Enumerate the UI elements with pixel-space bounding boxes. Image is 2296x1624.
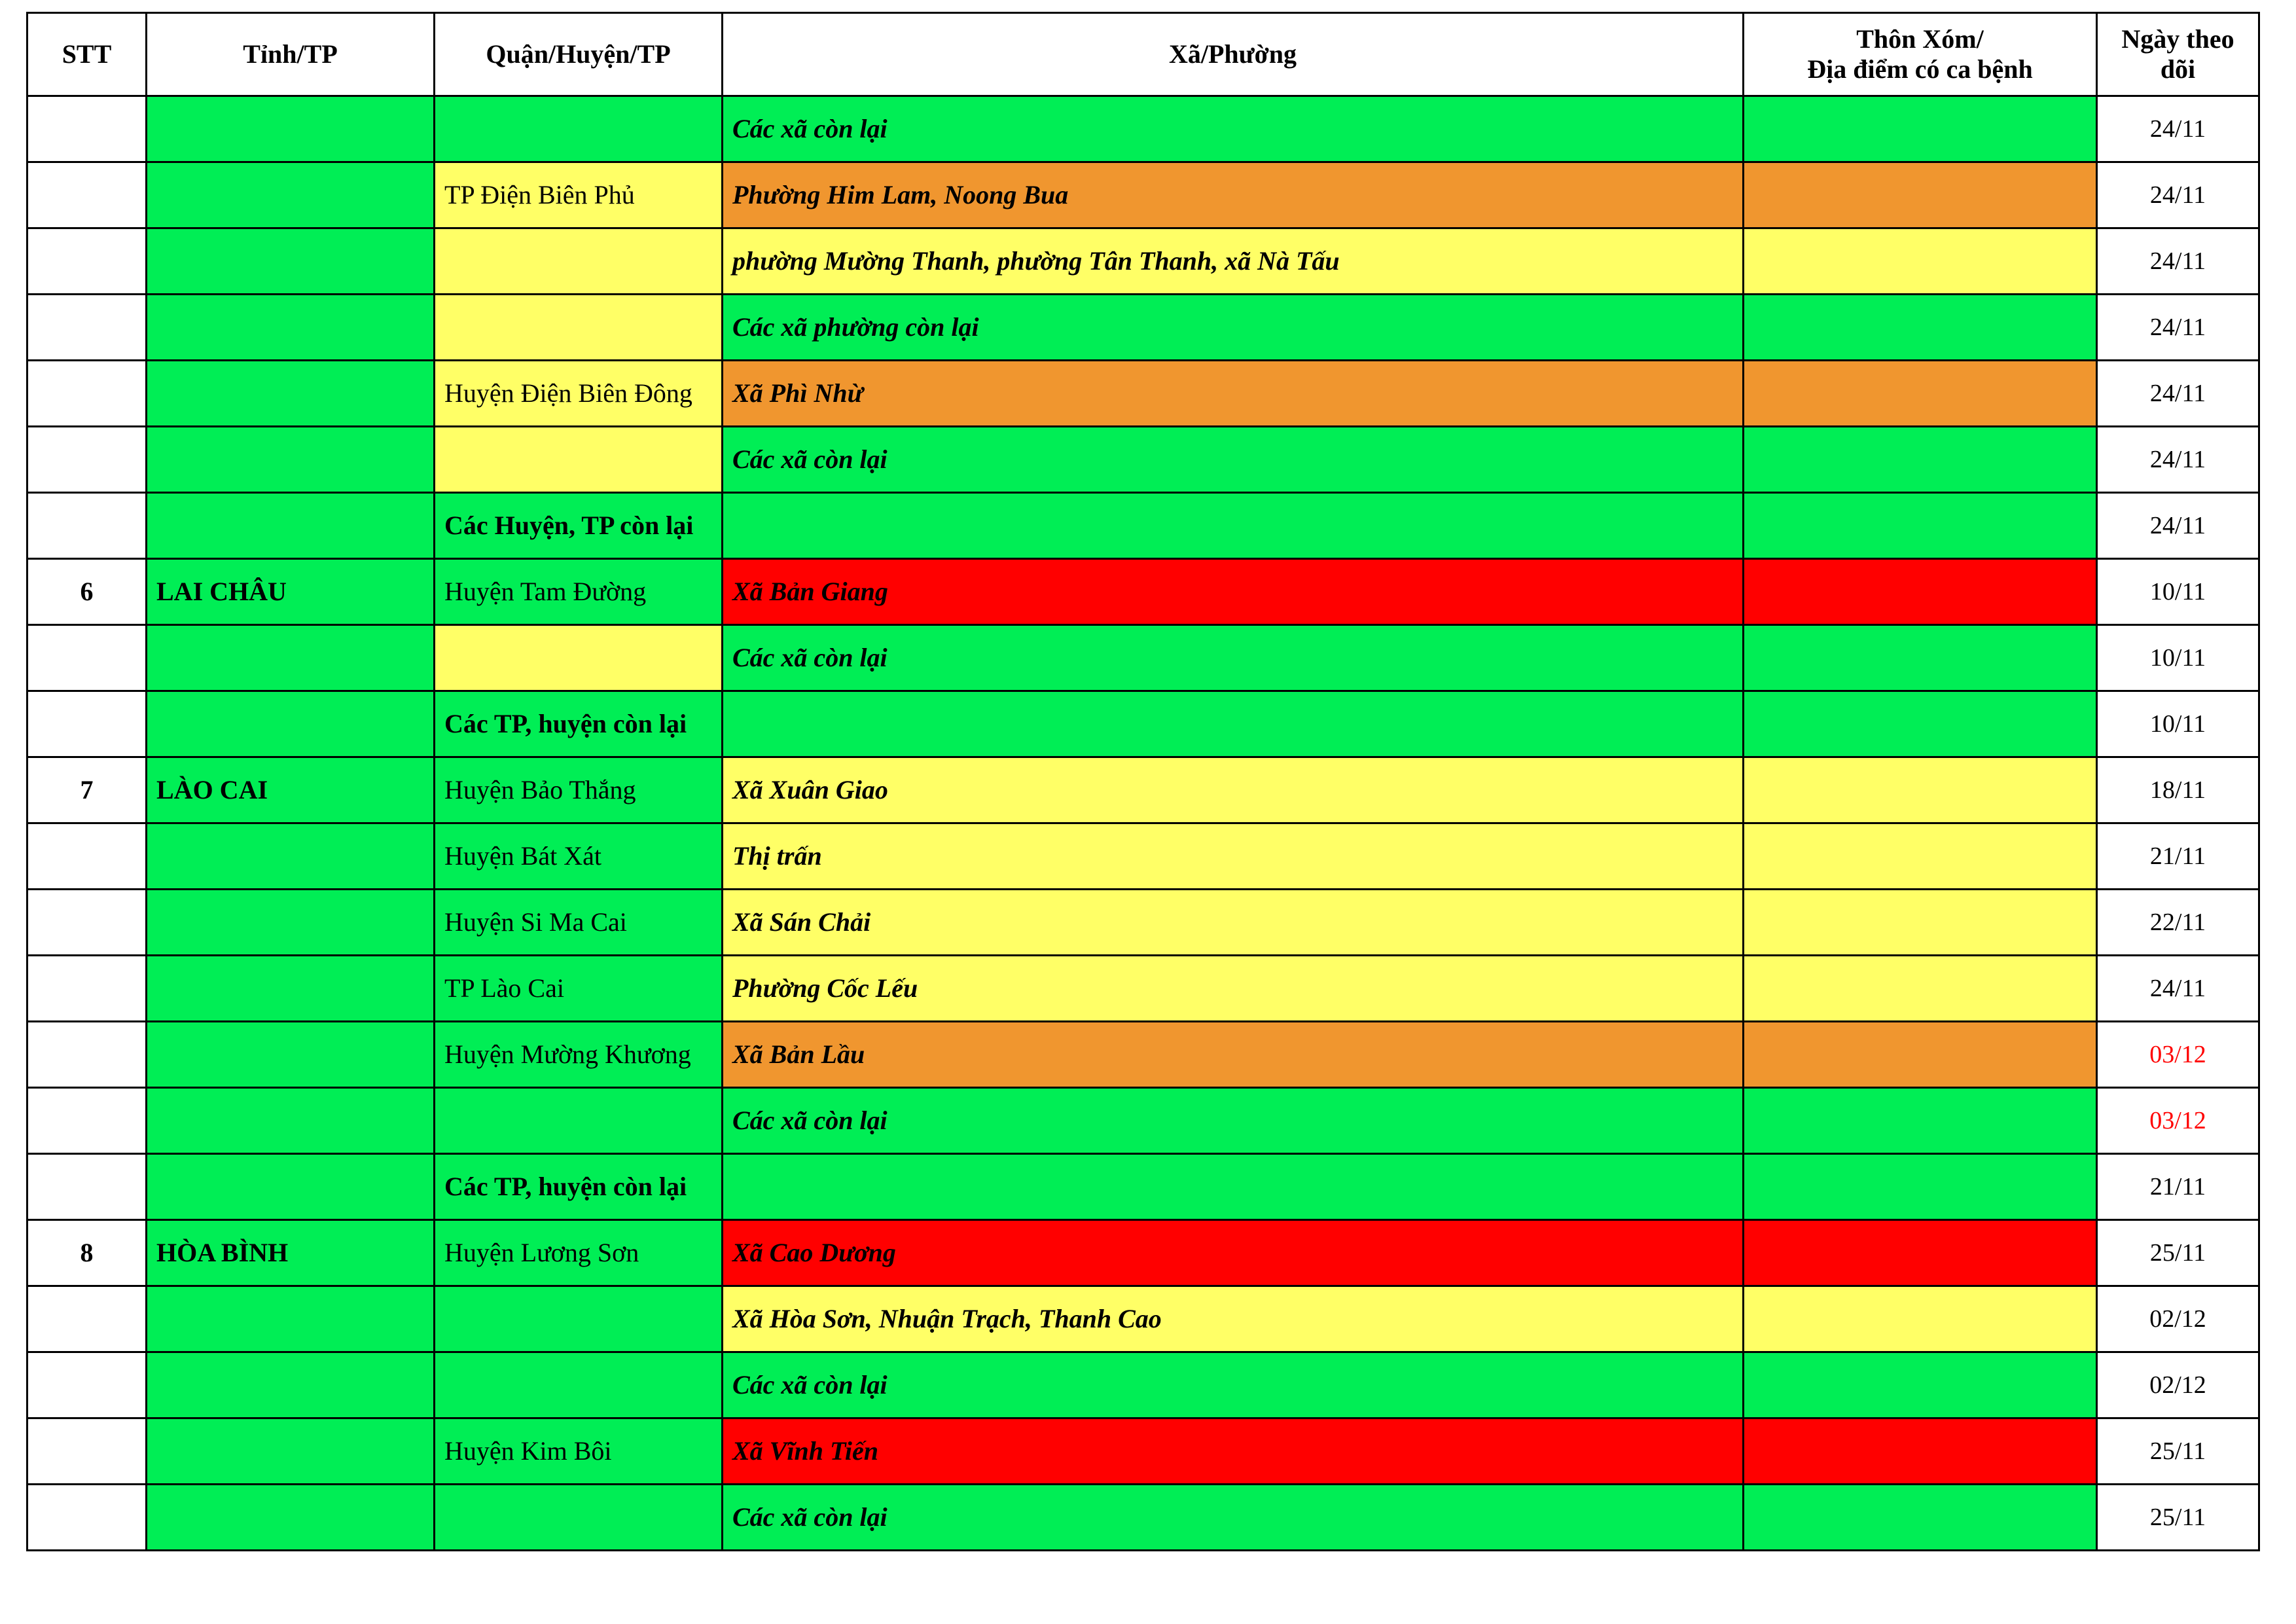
cell-province-text [147, 626, 433, 690]
cell-date [2097, 625, 2259, 691]
cell-hamlet [1744, 1088, 2097, 1154]
cell-province [147, 956, 435, 1022]
cell-hamlet [1744, 493, 2097, 559]
cell-hamlet-text [1744, 494, 2096, 558]
cell-commune-text: Xã Bản Lầu [732, 1039, 865, 1070]
cell-province-text [147, 1155, 433, 1219]
cell-province [147, 162, 435, 228]
cell-stt-text: 6 [80, 577, 94, 607]
cell-date-text: 24/11 [2149, 181, 2206, 209]
cell-hamlet-text [1744, 626, 2096, 690]
cell-date-text: 24/11 [2149, 511, 2206, 539]
cell-date-text: 03/12 [2149, 1040, 2206, 1068]
cell-commune-text [723, 494, 1742, 558]
cell-province-text [147, 427, 433, 492]
cell-date [2097, 361, 2259, 427]
cell-district [435, 691, 723, 757]
table-row [27, 757, 2259, 823]
cell-province [147, 890, 435, 956]
cell-stt [27, 956, 147, 1022]
cell-district-text: TP Lào Cai [444, 973, 564, 1003]
cell-hamlet [1744, 890, 2097, 956]
cell-hamlet-text [1744, 1353, 2096, 1417]
cell-province [147, 625, 435, 691]
cell-commune-text [723, 1155, 1742, 1219]
cell-hamlet [1744, 427, 2097, 493]
cell-hamlet-text [1744, 229, 2096, 293]
cell-stt-text [28, 626, 145, 690]
cell-commune [723, 890, 1744, 956]
cell-stt [27, 1022, 147, 1088]
cell-date-text: 25/11 [2149, 1503, 2206, 1531]
cell-province-text [147, 1485, 433, 1549]
cell-district-text: Huyện Tam Đường [444, 577, 647, 607]
cell-date [2097, 1485, 2259, 1551]
cell-date [2097, 823, 2259, 890]
table-row [27, 361, 2259, 427]
cell-hamlet [1744, 757, 2097, 823]
cell-district-text: Huyện Si Ma Cai [444, 907, 627, 937]
table-body [27, 96, 2259, 1551]
cell-province [147, 361, 435, 427]
cell-commune-text: Các xã còn lại [732, 444, 888, 475]
cell-province [147, 1418, 435, 1485]
cell-hamlet-text [1744, 361, 2096, 425]
cell-stt [27, 1418, 147, 1485]
cell-district-text: Các TP, huyện còn lại [444, 709, 687, 739]
col-header-stt: STT [27, 13, 147, 96]
cell-date-text: 18/11 [2149, 776, 2206, 804]
cell-stt [27, 427, 147, 493]
cell-district-text: Huyện Bảo Thắng [444, 775, 636, 805]
cell-province [147, 1220, 435, 1286]
cell-commune [723, 1485, 1744, 1551]
cell-date [2097, 890, 2259, 956]
cell-district [435, 1352, 723, 1418]
cell-district [435, 625, 723, 691]
cell-commune [723, 1286, 1744, 1352]
cell-commune [723, 1418, 1744, 1485]
col-header-hamlet [1744, 13, 2097, 96]
table-row [27, 1088, 2259, 1154]
cell-hamlet-text [1744, 890, 2096, 954]
cell-date [2097, 493, 2259, 559]
cell-district [435, 1220, 723, 1286]
cell-date-text: 24/11 [2149, 974, 2206, 1002]
cell-stt-text [28, 295, 145, 359]
cell-date [2097, 1352, 2259, 1418]
cell-hamlet [1744, 1154, 2097, 1220]
cell-commune-text: Xã Hòa Sơn, Nhuận Trạch, Thanh Cao [732, 1304, 1162, 1334]
cell-district [435, 890, 723, 956]
cell-province-text: LAI CHÂU [156, 577, 287, 607]
cell-date [2097, 1088, 2259, 1154]
cell-district [435, 1485, 723, 1551]
cell-commune [723, 96, 1744, 162]
cell-province-text [147, 295, 433, 359]
cell-district [435, 228, 723, 295]
cell-province-text: LÀO CAI [156, 775, 268, 805]
cell-province [147, 228, 435, 295]
table-row [27, 427, 2259, 493]
cell-date [2097, 1418, 2259, 1485]
cell-commune-text [723, 692, 1742, 756]
cell-hamlet [1744, 559, 2097, 625]
table-row [27, 162, 2259, 228]
cell-date [2097, 757, 2259, 823]
table-row [27, 1220, 2259, 1286]
cell-date [2097, 162, 2259, 228]
cell-commune-text: Thị trấn [732, 841, 822, 871]
cell-date-text: 10/11 [2149, 577, 2206, 605]
cell-province-text [147, 361, 433, 425]
cell-stt-text: 7 [80, 775, 94, 805]
cell-commune [723, 162, 1744, 228]
cell-stt-text: 8 [80, 1238, 94, 1268]
cell-hamlet-text [1744, 1221, 2096, 1285]
cell-date [2097, 956, 2259, 1022]
cell-date-text: 21/11 [2149, 842, 2206, 870]
cell-province-text [147, 890, 433, 954]
cell-hamlet-text [1744, 758, 2096, 822]
cell-district [435, 162, 723, 228]
cell-date-text: 21/11 [2149, 1172, 2206, 1200]
cell-date-text: 02/12 [2149, 1371, 2206, 1399]
cell-commune-text: Xã Phì Nhừ [732, 378, 863, 408]
cell-commune [723, 559, 1744, 625]
cell-stt-text [28, 1022, 145, 1087]
cell-commune [723, 361, 1744, 427]
cell-province-text [147, 956, 433, 1020]
table-row [27, 956, 2259, 1022]
cell-commune [723, 956, 1744, 1022]
col-header-province: Tỉnh/TP [147, 13, 435, 96]
table-row [27, 625, 2259, 691]
table-row [27, 890, 2259, 956]
cell-stt [27, 1220, 147, 1286]
cell-district [435, 493, 723, 559]
table-row [27, 1352, 2259, 1418]
cell-date-text: 24/11 [2149, 115, 2206, 143]
cell-stt-text [28, 1419, 145, 1483]
cell-hamlet-text [1744, 824, 2096, 888]
cell-province [147, 1352, 435, 1418]
table-row [27, 823, 2259, 890]
cell-stt-text [28, 956, 145, 1020]
col-header-date-line2: dõi [2160, 54, 2196, 84]
cell-district [435, 1088, 723, 1154]
cell-province [147, 295, 435, 361]
cell-district [435, 1286, 723, 1352]
cell-hamlet-text [1744, 1022, 2096, 1087]
cell-district [435, 757, 723, 823]
cell-stt [27, 96, 147, 162]
cell-hamlet-text [1744, 1419, 2096, 1483]
table-row [27, 228, 2259, 295]
cell-district-text: Huyện Lương Sơn [444, 1238, 639, 1268]
cell-date [2097, 691, 2259, 757]
cell-district-text [435, 97, 721, 161]
cell-date [2097, 1154, 2259, 1220]
cell-province [147, 493, 435, 559]
cell-province-text [147, 1089, 433, 1153]
cell-date [2097, 559, 2259, 625]
cell-commune [723, 228, 1744, 295]
cell-hamlet [1744, 96, 2097, 162]
col-header-date [2097, 13, 2259, 96]
cell-date-text: 24/11 [2149, 445, 2206, 473]
cell-commune [723, 691, 1744, 757]
table-row [27, 1418, 2259, 1485]
cell-date-text: 24/11 [2149, 379, 2206, 407]
cell-stt [27, 295, 147, 361]
cell-district [435, 427, 723, 493]
table-row [27, 96, 2259, 162]
cell-province [147, 559, 435, 625]
cell-hamlet [1744, 1418, 2097, 1485]
cell-district-text: Huyện Bát Xát [444, 841, 601, 871]
cell-district [435, 956, 723, 1022]
cell-province [147, 757, 435, 823]
cell-district [435, 361, 723, 427]
cell-district-text [435, 295, 721, 359]
cell-district [435, 1154, 723, 1220]
cell-date-text: 22/11 [2149, 908, 2206, 936]
cell-hamlet [1744, 956, 2097, 1022]
cell-hamlet [1744, 1352, 2097, 1418]
cell-commune [723, 625, 1744, 691]
cell-province [147, 1088, 435, 1154]
cell-hamlet [1744, 162, 2097, 228]
cell-hamlet-text [1744, 1485, 2096, 1549]
cell-date-text: 10/11 [2149, 710, 2206, 738]
cell-province-text [147, 494, 433, 558]
table-row [27, 295, 2259, 361]
cell-stt-text [28, 163, 145, 227]
cell-commune-text: Xã Vĩnh Tiến [732, 1436, 879, 1466]
cell-district [435, 96, 723, 162]
col-header-date-line1: Ngày theo [2121, 24, 2234, 54]
cell-date-text: 03/12 [2149, 1106, 2206, 1134]
cell-stt-text [28, 1155, 145, 1219]
cell-hamlet-text [1744, 560, 2096, 624]
cell-stt [27, 228, 147, 295]
cell-hamlet-text [1744, 956, 2096, 1020]
table-row [27, 1022, 2259, 1088]
cell-date-text: 10/11 [2149, 643, 2206, 672]
table-row [27, 1154, 2259, 1220]
cell-stt [27, 1088, 147, 1154]
cell-commune-text: Các xã còn lại [732, 1502, 888, 1532]
cell-district-text [435, 626, 721, 690]
cell-district-text [435, 1287, 721, 1351]
cell-hamlet [1744, 625, 2097, 691]
cell-hamlet-text [1744, 427, 2096, 492]
cell-district-text: Các TP, huyện còn lại [444, 1172, 687, 1202]
cell-province-text [147, 824, 433, 888]
table-header-row [27, 13, 2259, 96]
cell-hamlet [1744, 823, 2097, 890]
cell-district-text [435, 427, 721, 492]
cell-commune [723, 1022, 1744, 1088]
cell-commune-text: Xã Bản Giang [732, 577, 888, 607]
cell-stt-text [28, 229, 145, 293]
cell-hamlet [1744, 1022, 2097, 1088]
cell-hamlet [1744, 361, 2097, 427]
cell-district [435, 559, 723, 625]
cell-commune-text: Các xã còn lại [732, 643, 888, 673]
cell-commune [723, 823, 1744, 890]
cell-district-text [435, 229, 721, 293]
cell-district [435, 823, 723, 890]
cell-hamlet [1744, 1286, 2097, 1352]
cell-stt [27, 1286, 147, 1352]
cell-date-text: 24/11 [2149, 247, 2206, 275]
cell-province [147, 1154, 435, 1220]
cell-stt [27, 1352, 147, 1418]
cell-commune [723, 1220, 1744, 1286]
cell-province [147, 1022, 435, 1088]
col-header-hamlet-line2: Địa điểm có ca bệnh [1807, 54, 2033, 84]
cell-stt-text [28, 361, 145, 425]
cell-district [435, 1022, 723, 1088]
cell-commune [723, 493, 1744, 559]
cell-district-text [435, 1089, 721, 1153]
cell-stt [27, 757, 147, 823]
cell-district-text: TP Điện Biên Phủ [444, 180, 635, 210]
cell-district-text [435, 1485, 721, 1549]
cell-date [2097, 295, 2259, 361]
cell-province-text [147, 1287, 433, 1351]
cell-commune [723, 1154, 1744, 1220]
cell-stt [27, 559, 147, 625]
table-row [27, 1286, 2259, 1352]
cell-date [2097, 427, 2259, 493]
cell-stt [27, 162, 147, 228]
cell-stt-text [28, 1089, 145, 1153]
cell-commune-text: Các xã phường còn lại [732, 312, 979, 342]
cell-commune-text: Phường Him Lam, Noong Bua [732, 180, 1069, 210]
cell-date-text: 25/11 [2149, 1437, 2206, 1465]
cell-hamlet-text [1744, 1155, 2096, 1219]
table-row [27, 493, 2259, 559]
cell-date [2097, 228, 2259, 295]
cell-stt [27, 1485, 147, 1551]
cell-province-text [147, 97, 433, 161]
cell-stt [27, 823, 147, 890]
cell-district-text: Huyện Điện Biên Đông [444, 378, 692, 408]
cell-district-text: Các Huyện, TP còn lại [444, 511, 694, 541]
cell-commune [723, 1088, 1744, 1154]
col-header-district: Quận/Huyện/TP [435, 13, 723, 96]
cell-stt-text [28, 692, 145, 756]
cell-province-text [147, 229, 433, 293]
cell-district [435, 295, 723, 361]
cell-stt [27, 890, 147, 956]
cell-province-text [147, 692, 433, 756]
col-header-hamlet-line1: Thôn Xóm/ [1856, 24, 1984, 54]
cell-district-text: Huyện Mường Khương [444, 1039, 691, 1070]
cell-province [147, 1286, 435, 1352]
cell-commune [723, 295, 1744, 361]
cell-stt-text [28, 427, 145, 492]
cell-stt-text [28, 494, 145, 558]
cell-date [2097, 1286, 2259, 1352]
cell-stt [27, 625, 147, 691]
cell-commune [723, 757, 1744, 823]
cell-commune [723, 1352, 1744, 1418]
cell-stt [27, 361, 147, 427]
cell-commune-text: Các xã còn lại [732, 1106, 888, 1136]
cell-province-text [147, 1419, 433, 1483]
cell-hamlet [1744, 691, 2097, 757]
cell-commune [723, 427, 1744, 493]
table-row [27, 691, 2259, 757]
cell-commune-text: Các xã còn lại [732, 1370, 888, 1400]
cell-date [2097, 96, 2259, 162]
cell-hamlet [1744, 228, 2097, 295]
cell-commune-text: phường Mường Thanh, phường Tân Thanh, xã Nà Tấu [732, 246, 1340, 276]
cell-hamlet [1744, 1485, 2097, 1551]
cell-hamlet-text [1744, 97, 2096, 161]
cell-province-text [147, 1353, 433, 1417]
cell-province-text: HÒA BÌNH [156, 1238, 289, 1268]
cell-stt [27, 493, 147, 559]
cell-date-text: 24/11 [2149, 313, 2206, 341]
cell-stt [27, 1154, 147, 1220]
cell-district [435, 1418, 723, 1485]
cell-province [147, 691, 435, 757]
cell-commune-text: Xã Xuân Giao [732, 775, 888, 805]
cell-date-text: 25/11 [2149, 1238, 2206, 1267]
cell-commune-text: Phường Cốc Lếu [732, 973, 918, 1003]
cell-hamlet-text [1744, 692, 2096, 756]
cell-province [147, 96, 435, 162]
cell-province [147, 427, 435, 493]
cell-date [2097, 1022, 2259, 1088]
cell-province [147, 1485, 435, 1551]
cell-hamlet [1744, 1220, 2097, 1286]
cell-district-text [435, 1353, 721, 1417]
cell-commune-text: Xã Sán Chải [732, 907, 871, 937]
cell-hamlet-text [1744, 1287, 2096, 1351]
cell-commune-text: Xã Cao Dương [732, 1238, 896, 1268]
cell-province [147, 823, 435, 890]
cell-stt-text [28, 824, 145, 888]
cell-district-text: Huyện Kim Bôi [444, 1436, 612, 1466]
cell-stt [27, 691, 147, 757]
col-header-commune: Xã/Phường [723, 13, 1744, 96]
cell-hamlet-text [1744, 295, 2096, 359]
cell-hamlet-text [1744, 1089, 2096, 1153]
table-row [27, 559, 2259, 625]
cell-province-text [147, 163, 433, 227]
cell-date [2097, 1220, 2259, 1286]
cell-stt-text [28, 890, 145, 954]
table-row [27, 1485, 2259, 1551]
epidemic-zone-table [26, 12, 2260, 1551]
cell-commune-text: Các xã còn lại [732, 114, 888, 144]
cell-stt-text [28, 1485, 145, 1549]
cell-stt-text [28, 97, 145, 161]
cell-hamlet-text [1744, 163, 2096, 227]
cell-stt-text [28, 1353, 145, 1417]
cell-hamlet [1744, 295, 2097, 361]
cell-province-text [147, 1022, 433, 1087]
cell-stt-text [28, 1287, 145, 1351]
cell-date-text: 02/12 [2149, 1305, 2206, 1333]
